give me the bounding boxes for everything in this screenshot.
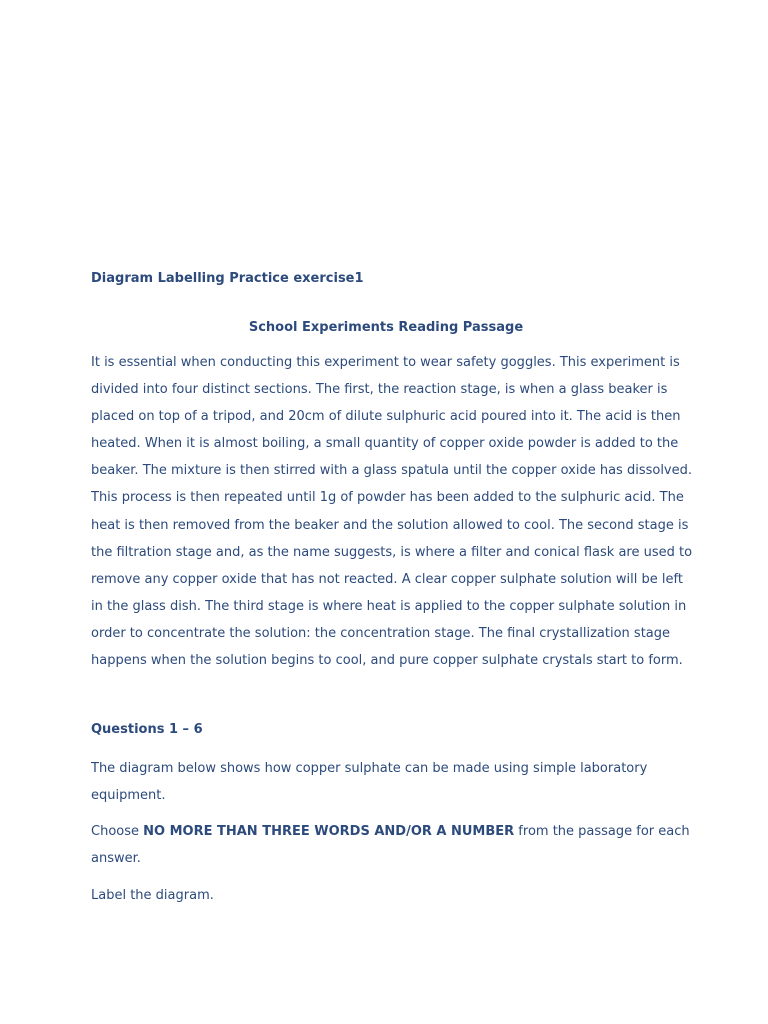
passage-line: in the glass dish. The third stage is where heat is applied to the copper sulphate solution in (91, 598, 687, 614)
document-title: Diagram Labelling Practice exercise1 (91, 271, 364, 286)
passage-line: beaker. The mixture is then stirred with a glass spatula until the copper oxide has dissolved. (91, 463, 693, 479)
choose-instruction (91, 818, 690, 872)
passage-line: order to concentrate the solution: the concentration stage. The final crystallization stage (91, 625, 671, 641)
passage-line: placed on top of a tripod, and 20cm of dilute sulphuric acid poured into it. The acid is then (91, 409, 681, 425)
intro-line: equipment. (91, 788, 166, 804)
passage-line: happens when the solution begins to cool, and pure copper sulphate crystals start to form. (91, 653, 683, 669)
choose-prefix: Choose (91, 824, 144, 840)
passage-line: It is essential when conducting this experiment to wear safety goggles. This experiment is (91, 355, 680, 370)
document-page (91, 271, 693, 909)
diagram-intro (91, 755, 681, 809)
passage-line: divided into four distinct sections. The first, the reaction stage, is when a glass beaker is (91, 382, 668, 398)
passage-line: heat is then removed from the beaker and the solution allowed to cool. The second stage is (91, 517, 689, 533)
passage-title: School Experiments Reading Passage (248, 320, 524, 335)
passage-line: heated. When it is almost boiling, a small quantity of copper oxide powder is added to the (91, 436, 679, 452)
passage-line: This process is then repeated until 1g of powder has been added to the sulphuric acid. The (91, 490, 684, 506)
choose-line-2: answer. (91, 851, 141, 867)
label-instruction: Label the diagram. (91, 887, 214, 903)
choose-suffix: from the passage for each (514, 824, 690, 840)
choose-emphasis: NO MORE THAN THREE WORDS AND/OR A NUMBER (143, 824, 515, 840)
choose-line (91, 818, 690, 845)
intro-line: The diagram below shows how copper sulphate can be made using simple laboratory (91, 761, 648, 777)
passage-body (91, 349, 693, 674)
questions-heading: Questions 1 – 6 (91, 722, 203, 738)
passage-line: the filtration stage and, as the name suggests, is where a filter and conical flask are used to (91, 544, 693, 560)
passage-line: remove any copper oxide that has not reacted. A clear copper sulphate solution will be left (91, 571, 683, 587)
